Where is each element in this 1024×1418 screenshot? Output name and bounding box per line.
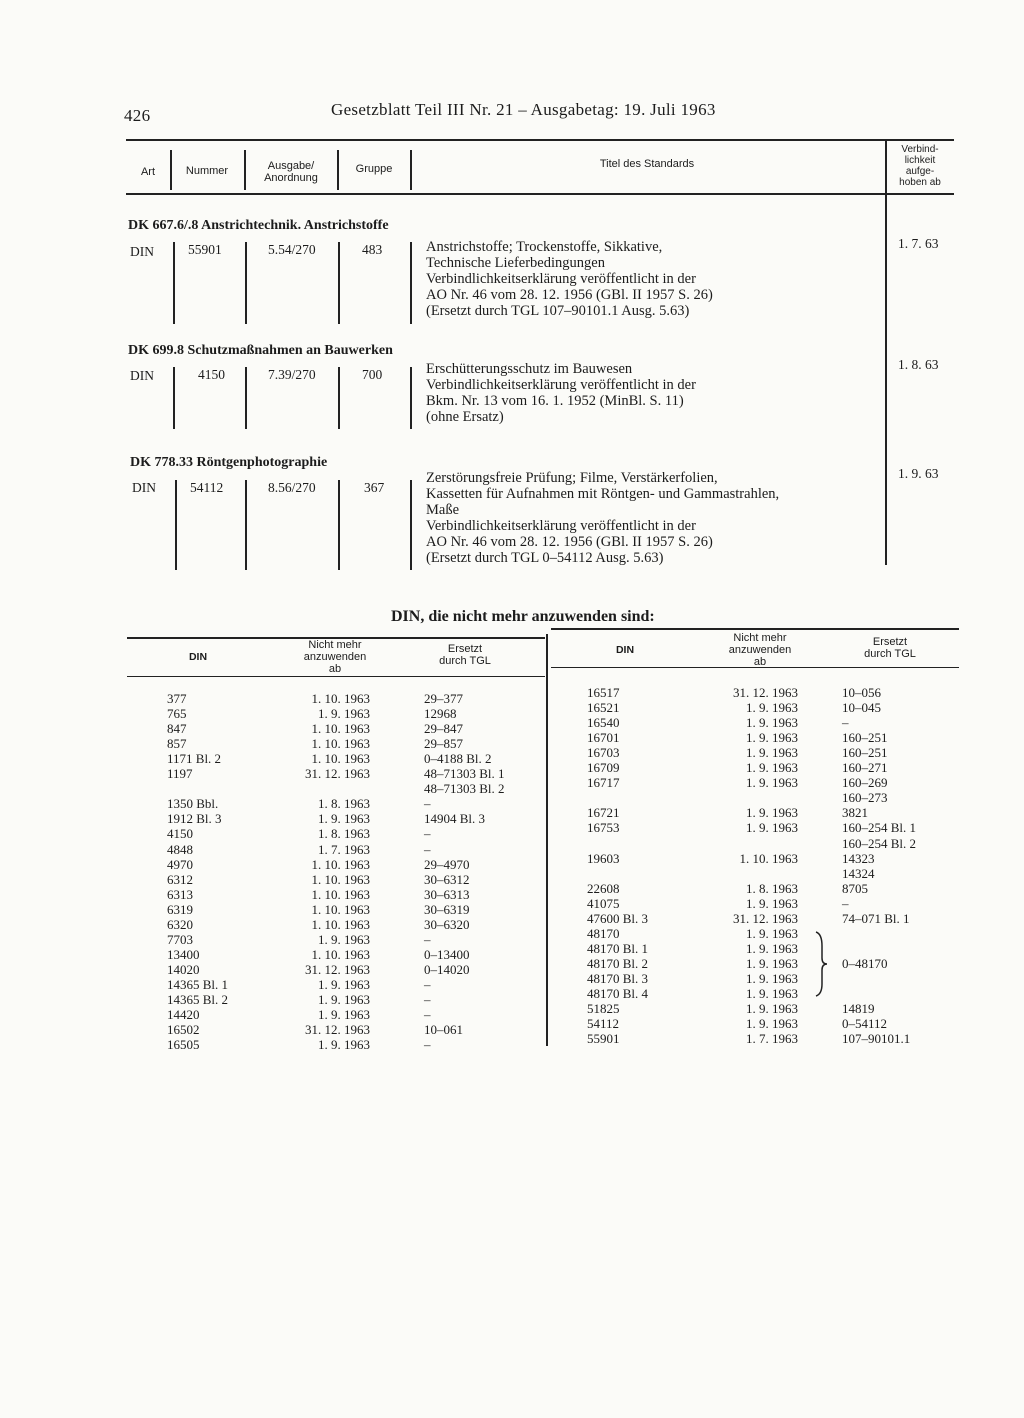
din-number: 847 [167,721,187,737]
din-number: 16703 [587,745,620,761]
section-gruppe: 483 [362,242,383,257]
col-divider [337,150,339,190]
ersetzt-tgl: 30–6312 [424,871,470,887]
din-number: 765 [167,706,187,722]
nicht-mehr-date: 1. 8. 1963 [318,796,370,812]
din-number: 6320 [167,916,193,932]
nicht-mehr-date: 1. 10. 1963 [311,691,370,706]
cell-divider [410,480,412,570]
nicht-mehr-date: 1. 9. 1963 [746,895,798,911]
din-number: 54112 [587,1016,620,1032]
section-ausgabe: 5.54/270 [268,242,316,257]
col-header-verb-l4: hoben ab [899,177,941,188]
col-divider [410,150,412,190]
din-col-header: DIN [188,651,208,663]
nicht-mehr-date: 1. 9. 1963 [318,931,370,947]
din-number: 4848 [167,841,193,857]
ersetzt-tgl: 160–271 [842,760,888,776]
nicht-mehr-date: 1. 9. 1963 [746,1016,798,1032]
title-line: (Ersetzt durch TGL 107–90101.1 Ausg. 5.63) [426,303,690,319]
col-header-line: durch TGL [864,648,916,660]
col-header-gruppe: Gruppe [355,163,393,175]
ersetzt-tgl: 0–14020 [424,961,470,977]
ersetzt-tgl: – [424,992,431,1007]
section-aufgehoben: 1. 7. 63 [898,236,939,251]
nicht-mehr-date: 1. 9. 1963 [746,1001,798,1017]
title-line: Verbindlichkeitserklärung veröffentlicht in der [426,518,696,534]
din-number: 14365 Bl. 2 [167,992,229,1007]
col-header-line: anzuwenden [728,644,792,656]
cell-divider [338,480,340,570]
din-number: 16502 [167,1022,200,1038]
section-art: DIN [130,244,154,259]
nicht-mehr-date: 1. 9. 1963 [746,775,798,791]
title-line: AO Nr. 46 vom 28. 12. 1956 (GBl. II 1957 S. 26) [426,534,713,550]
nicht-mehr-date: 1. 9. 1963 [746,760,798,776]
ersetzt-tgl: 29–377 [424,691,463,706]
din-number: 41075 [587,895,620,911]
col-header-ausgabe-l2: Anordnung [264,172,318,184]
nicht-mehr-date: 1. 10. 1963 [311,856,370,872]
nicht-mehr-date: 31. 12. 1963 [305,1022,370,1038]
din-number: 16753 [587,820,620,836]
ersetzt-tgl: – [424,1037,431,1053]
nicht-mehr-date: 1. 9. 1963 [746,986,798,1001]
ersetzt-tgl: 14323 [842,850,875,866]
din-number: 51825 [587,1001,620,1017]
nicht-mehr-date: 1. 9. 1963 [746,700,798,716]
nicht-mehr-date: 1. 9. 1963 [318,811,370,827]
nicht-mehr-date: 1. 7. 1963 [746,1031,798,1047]
din-number: 16505 [167,1037,200,1053]
cell-divider [175,480,177,570]
col-header-art: Art [140,166,156,178]
table-header-rule [126,193,954,195]
ersetzt-tgl: 29–4970 [424,856,470,872]
nicht-mehr-date: 1. 9. 1963 [746,745,798,761]
ersetzt-tgl: – [424,931,431,947]
section-art: DIN [132,480,156,495]
title-line: (ohne Ersatz) [426,409,504,425]
col-header-line: durch TGL [439,655,491,667]
din-number: 19603 [587,850,620,866]
nicht-mehr-date: 1. 9. 1963 [318,706,370,722]
ersetzt-tgl: – [424,826,431,842]
din-number: 13400 [167,946,200,962]
ersetzt-tgl: 160–254 Bl. 2 [842,835,917,851]
ersetzt-col-header [850,636,930,660]
nicht-mehr-date: 1. 9. 1963 [318,976,370,992]
col-divider-verbindlichkeit [885,140,887,565]
din-number: 16717 [587,775,620,791]
col-header-line: Nicht mehr [308,639,362,651]
col-header-ausgabe [246,160,336,184]
nicht-mehr-date: 1. 9. 1963 [746,715,798,731]
din-number: 377 [167,691,187,706]
nicht-mehr-date: 1. 9. 1963 [746,955,798,971]
ersetzt-tgl: 0–13400 [424,946,470,962]
nicht-mehr-date: 1. 10. 1963 [311,901,370,917]
section-heading: DK 667.6/.8 Anstrichtechnik. Anstrichstoffe [128,218,389,233]
cell-divider [410,242,412,324]
col-header-line: ab [753,656,767,668]
nicht-mehr-date: 1. 10. 1963 [311,946,370,962]
col-header-ausgabe-l1: Ausgabe/ [267,160,315,172]
ersetzt-tgl: 0–54112 [842,1016,888,1032]
section-ausgabe: 7.39/270 [268,367,316,382]
nicht-mehr-col-header [285,639,385,675]
nicht-mehr-date: 1. 10. 1963 [311,886,370,902]
title-line: Verbindlichkeitserklärung veröffentlicht in der [426,271,696,287]
group-brace [812,930,832,998]
nicht-mehr-date: 1. 8. 1963 [746,880,798,896]
standard-title [426,470,779,566]
col-header-line: Nicht mehr [733,632,787,644]
col-header-verbindlichkeit [887,144,953,188]
din-table-header-rule [127,676,545,677]
col-header-verb-l3: aufge- [905,166,935,177]
col-header-line: Ersetzt [872,636,908,648]
nicht-mehr-date: 31. 12. 1963 [733,685,798,700]
nicht-mehr-date: 1. 9. 1963 [318,1037,370,1053]
ersetzt-col-header [425,643,505,667]
ersetzt-tgl: 160–254 Bl. 1 [842,820,917,836]
title-line: Technische Lieferbedingungen [426,255,605,271]
col-header-line: Ersetzt [447,643,483,655]
title-line: Anstrichstoffe; Trockenstoffe, Sikkative, [426,239,663,255]
nicht-mehr-date: 31. 12. 1963 [305,766,370,782]
ersetzt-tgl: 160–251 [842,730,888,746]
nicht-mehr-date: 1. 7. 1963 [318,841,370,857]
ersetzt-tgl: – [424,1007,431,1023]
section-nummer: 54112 [190,480,224,495]
cell-divider [173,242,175,324]
title-line: Verbindlichkeitserklärung veröffentlicht in der [426,377,696,393]
din-number: 6313 [167,886,193,902]
ersetzt-tgl: 160–269 [842,775,888,791]
din-number: 16709 [587,760,620,776]
nicht-mehr-date: 1. 9. 1963 [746,805,798,821]
ersetzt-tgl: 107–90101.1 [842,1031,911,1047]
nicht-mehr-date: 1. 9. 1963 [746,820,798,836]
din-number: 48170 Bl. 2 [587,955,649,971]
din-number: 16521 [587,700,620,716]
title-line: Zerstörungsfreie Prüfung; Filme, Verstärkerfolien, [426,470,718,486]
section-art: DIN [130,368,154,383]
ersetzt-tgl: – [424,796,431,812]
ersetzt-tgl: 3821 [842,805,868,821]
ersetzt-tgl: – [842,715,849,731]
ersetzt-tgl: 10–056 [842,685,881,700]
ersetzt-tgl: – [424,976,431,992]
nicht-mehr-date: 1. 8. 1963 [318,826,370,842]
din-number: 6312 [167,871,193,887]
section-heading: DK 699.8 Schutzmaßnahmen an Bauwerken [128,343,393,358]
nicht-mehr-date: 31. 12. 1963 [305,961,370,977]
cell-divider [338,242,340,324]
din-number: 14020 [167,961,200,977]
title-line: Erschütterungsschutz im Bauwesen [426,361,633,377]
ersetzt-tgl: 160–273 [842,790,888,806]
cell-divider [338,367,340,429]
nicht-mehr-col-header [710,632,810,668]
din-number: 16721 [587,805,620,821]
din-list-heading: DIN, die nicht mehr anzuwenden sind: [391,608,655,625]
standard-title [426,239,713,319]
din-number: 22608 [587,880,620,896]
din-number: 1912 Bl. 3 [167,811,222,827]
col-header-line: anzuwenden [303,651,367,663]
ersetzt-tgl: 10–045 [842,700,881,716]
nicht-mehr-date: 1. 9. 1963 [746,730,798,746]
section-nummer: 55901 [188,242,222,257]
din-table-center-rule [546,634,548,1046]
ersetzt-tgl: 14324 [842,865,875,881]
nicht-mehr-date: 31. 12. 1963 [733,910,798,926]
section-gruppe: 700 [362,367,383,382]
din-number: 6319 [167,901,193,917]
section-aufgehoben: 1. 8. 63 [898,357,939,372]
col-header-verb-l2: lichkeit [904,155,936,166]
din-number: 48170 [587,925,620,941]
din-number: 4970 [167,856,193,872]
ersetzt-tgl: 0–48170 [842,955,888,971]
nicht-mehr-date: 1. 10. 1963 [311,736,370,752]
ersetzt-tgl: 48–71303 Bl. 1 [424,766,505,782]
din-number: 14365 Bl. 1 [167,976,229,992]
section-ausgabe: 8.56/270 [268,480,316,495]
din-col-header: DIN [615,644,635,656]
cell-divider [245,367,247,429]
din-number: 48170 Bl. 4 [587,986,649,1001]
din-number: 16517 [587,685,620,700]
nicht-mehr-date: 1. 10. 1963 [739,850,798,866]
ersetzt-tgl: 0–4188 Bl. 2 [424,751,492,767]
din-number: 16701 [587,730,620,746]
section-gruppe: 367 [364,480,385,495]
din-number: 4150 [167,826,193,842]
din-number: 55901 [587,1031,620,1047]
din-number: 16540 [587,715,620,731]
ersetzt-tgl: 29–857 [424,736,463,752]
ersetzt-tgl: 74–071 Bl. 1 [842,910,910,926]
din-number: 7703 [167,931,193,947]
ersetzt-tgl: 14904 Bl. 3 [424,811,486,827]
ersetzt-tgl: 29–847 [424,721,463,737]
ersetzt-tgl: 30–6313 [424,886,470,902]
din-number: 14420 [167,1007,200,1023]
ersetzt-tgl: – [424,841,431,857]
ersetzt-tgl: 10–061 [424,1022,463,1038]
ersetzt-tgl: 160–251 [842,745,888,761]
din-number: 48170 Bl. 3 [587,970,649,986]
din-number: 48170 Bl. 1 [587,940,649,956]
section-aufgehoben: 1. 9. 63 [898,466,939,481]
nicht-mehr-date: 1. 9. 1963 [746,925,798,941]
cell-divider [245,242,247,324]
title-line: Kassetten für Aufnahmen mit Röntgen- und Gammastrahlen, [426,486,780,502]
col-header-verb-l1: Verbind- [901,144,939,155]
nicht-mehr-date: 1. 10. 1963 [311,916,370,932]
din-number: 1350 Bbl. [167,796,219,812]
nicht-mehr-date: 1. 9. 1963 [318,1007,370,1023]
nicht-mehr-date: 1. 10. 1963 [311,751,370,767]
din-number: 47600 Bl. 3 [587,910,649,926]
ersetzt-tgl: 48–71303 Bl. 2 [424,781,505,797]
section-heading: DK 778.33 Röntgenphotographie [130,455,328,470]
nicht-mehr-date: 1. 9. 1963 [746,940,798,956]
din-number: 1171 Bl. 2 [167,751,222,767]
title-line: AO Nr. 46 vom 28. 12. 1956 (GBl. II 1957 S. 26) [426,287,713,303]
nicht-mehr-date: 1. 10. 1963 [311,721,370,737]
ersetzt-tgl: 30–6320 [424,916,470,932]
ersetzt-tgl: – [842,895,849,911]
nicht-mehr-date: 1. 9. 1963 [318,992,370,1007]
ersetzt-tgl: 8705 [842,880,868,896]
din-number: 1197 [167,766,193,782]
din-table-top-rule [551,628,959,630]
nicht-mehr-date: 1. 9. 1963 [746,970,798,986]
title-line: Maße [426,502,460,518]
cell-divider [173,367,175,429]
ersetzt-tgl: 30–6319 [424,901,470,917]
ersetzt-tgl: 12968 [424,706,457,722]
page-header-title: Gesetzblatt Teil III Nr. 21 – Ausgabetag: 19. Juli 1963 [331,100,716,119]
col-header-line: ab [328,663,342,675]
col-header-titel: Titel des Standards [599,158,695,170]
nicht-mehr-date: 1. 10. 1963 [311,871,370,887]
standard-title [426,361,696,425]
cell-divider [245,480,247,570]
page-number: 426 [124,106,151,125]
title-line: (Ersetzt durch TGL 0–54112 Ausg. 5.63) [426,550,664,566]
section-nummer: 4150 [198,367,225,382]
din-number: 857 [167,736,187,752]
ersetzt-tgl: 14819 [842,1001,875,1017]
title-line: Bkm. Nr. 13 vom 16. 1. 1952 (MinBl. S. 11) [426,393,684,409]
cell-divider [410,367,412,429]
table-top-rule [126,139,954,141]
col-header-nummer: Nummer [185,165,229,177]
